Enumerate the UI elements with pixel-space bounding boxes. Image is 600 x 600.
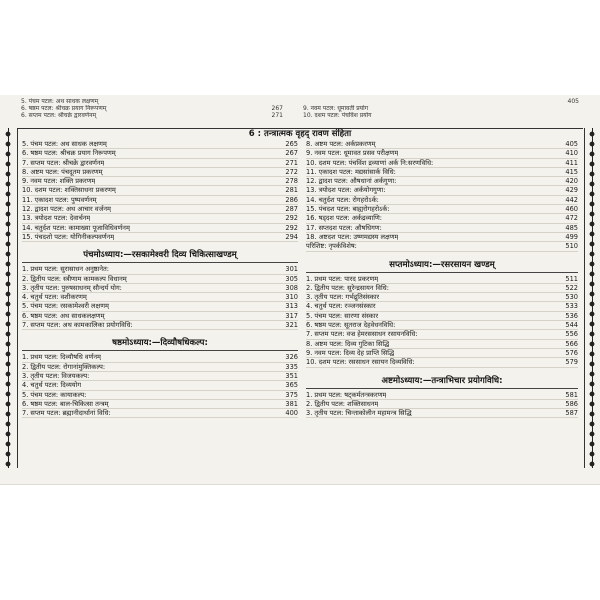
entry-title: 5. पंचम पटल: अथ साधक लक्षणम् [22,140,107,148]
toc-entry [22,177,298,186]
entry-title: 8. अष्टम पटल: पंचदूतम प्रकरणम् [22,167,103,176]
toc-entry [306,214,578,223]
toc-entry [306,321,578,330]
toc-entry [22,284,298,293]
fragment-text: 6. षष्ठम पटल: श्रीचक्र प्रयाग निरूपणम् [21,105,107,112]
entry-page: 533 [565,302,578,311]
entry-page: 351 [285,371,298,380]
entry-title: 7. सप्तम पटल: अथ कामकालिका प्रयोगविधि: [22,321,133,330]
entry-page: 556 [565,330,578,339]
entry-page: 267 [285,149,298,158]
toc-entry [22,372,298,381]
entry-page: 587 [565,409,578,418]
entry-page: 415 [565,167,578,176]
entry-page: 381 [285,399,298,408]
toc-entry [22,159,298,168]
entry-page: 429 [565,186,578,195]
toc-entry [22,312,298,321]
entry-title: 10. दशम पटल: रससाधन रसायन दिव्यविधि: [306,358,415,367]
fragment-row [21,105,283,112]
toc-entry [306,340,578,349]
entry-title: 6. षष्ठम पटल: श्रीचक्र प्रयाग निरूपणम् [22,149,116,158]
entry-page: 420 [565,177,578,186]
entry-page: 310 [285,293,298,302]
entry-page: 287 [285,205,298,214]
entry-title: 6. षष्ठम पटल: अथ साधकलक्षणम् [22,311,105,320]
entry-page: 536 [565,311,578,320]
entry-title: 11. एकादश पटल: पुष्पवर्णनम् [22,195,97,204]
entry-page: 313 [285,302,298,311]
fragment-row [303,98,579,105]
fragment-row [21,98,283,105]
entry-title: 12. द्वादश पटल: औषधानां अर्कगुणा: [306,177,397,186]
entry-page: 442 [565,195,578,204]
toc-entry [306,186,578,195]
toc-entry [306,224,578,233]
toc-entry [306,302,578,311]
entry-page: 281 [285,186,298,195]
entry-page: 321 [285,321,298,330]
toc-entry [306,409,578,418]
toc-entry [306,349,578,358]
entry-page: 586 [565,399,578,408]
fragment-page: 271 [271,112,283,119]
entry-title: 13. त्रयोदश पटल: देवार्चनम् [22,214,91,223]
entry-title: 2. द्वितीय पटल: सुरेन्द्रसायन विधि: [306,283,389,292]
entry-page: 510 [565,242,578,251]
running-header: 6 : तन्त्रात्मक वृहद् रावण संहिता [248,129,352,139]
entry-page: 511 [565,274,578,283]
entry-title: 9. नवम पटल: शक्ति प्रकरणम् [22,177,96,186]
fragment-row [303,112,579,119]
entry-title: परिशिष्ट: नृपर्कविशेष: [306,242,357,251]
entry-title: 14. चतुर्दश पटल: कामाख्या पूजाविधिवर्णनम् [22,223,130,232]
entry-title: 13. त्रयोदश पटल: अर्कयोगगुणा: [306,186,386,195]
toc-entry [22,140,298,149]
entry-title: 1. प्रथम पटल: सुरासाधन अनुष्ठानेत: [22,265,110,274]
entry-title: 7. सप्तम पटल: वज्र हेमरससाधन रसायनविधि: [306,330,418,339]
entry-title: 8. अष्टम पटल: दिव्य गुटिका सिद्धि [306,339,390,348]
fragment-page: 267 [271,105,283,112]
fragment-page: 405 [567,98,579,105]
entry-title: 2. द्वितीय पटल: रोगानांमुक्तिकल्प: [22,362,106,371]
toc-entry [22,224,298,233]
entry-page: 400 [285,409,298,418]
toc-entry [306,330,578,339]
entry-title: 7. सप्तम पटल: ब्रह्मानीदार्थानां विधि: [22,409,111,418]
entry-page: 411 [565,158,578,167]
entry-page: 410 [565,149,578,158]
fragment-text: 6. सप्तम पटल: श्रीचक्रे द्वारवर्णनम् [21,112,97,119]
entry-page: 335 [285,362,298,371]
toc-entry [22,186,298,195]
toc-entry [22,321,298,330]
contents-column-left [22,140,298,418]
entry-title: 15. पंचदश पटल: बाह्यरोगहरोऽर्क: [306,205,390,214]
entry-page: 292 [285,223,298,232]
toc-entry [306,358,578,367]
ornamental-border-left [2,128,14,468]
previous-page-left [21,98,283,119]
chapter-heading: अष्टमोऽध्याय:—तन्त्राभिचार प्रयोगविधि: [306,374,578,389]
entry-page: 365 [285,381,298,390]
entry-title: 3. तृतीय पटल: पुरुषसाधनम् सौन्दर्य योग: [22,283,122,292]
toc-entry [22,196,298,205]
toc-entry [306,205,578,214]
toc-entry [22,149,298,158]
toc-entry [22,381,298,390]
entry-title: 11. एकादश पटल: मद्यसांसार्क विधि: [306,167,396,176]
entry-title: 1. प्रथम पटल: षट्कर्मतन्त्रकरणम् [306,390,387,399]
chapter-heading: षष्ठमोऽध्याय:—दिव्यौषधिकल्प: [22,336,298,351]
page-bottom-edge [0,484,600,485]
entry-title: 17. सप्तदश पटल: औषधिगण: [306,223,382,232]
entry-page: 566 [565,339,578,348]
entry-page: 265 [285,140,298,148]
toc-entry [306,275,578,284]
fragment-text: 10. दशम पटल: पंचविंश प्रयोग [303,112,372,119]
entry-page: 375 [285,390,298,399]
entry-page: 581 [565,390,578,399]
entry-title: 9. नवम पटल: दिव्य देह प्राप्ति सिद्धि [306,348,395,357]
toc-entry [306,140,578,149]
entry-page: 499 [565,232,578,241]
chapter-heading: सप्तमोऽध्याय:—रसरसायन खण्डम् [306,258,578,273]
entry-page: 522 [565,283,578,292]
entry-title: 3. तृतीय पटल: चिन्ताकोलीन महामन्त्र सिद्धि [306,409,412,418]
entry-title: 14. चतुर्दश पटल: रोगहरोऽर्क: [306,195,379,204]
chapter-heading: पंचमोऽध्याय:—रसकामेश्वरी दिव्य चिकित्साखण्डम् [22,248,298,263]
entry-page: 530 [565,293,578,302]
entry-page: 485 [565,223,578,232]
previous-page-right [303,98,579,119]
fragment-row [21,112,283,119]
entry-title: 9. नवम पटल: धूमावत प्रसव परीक्षणम् [306,149,399,158]
entry-title: 4. चतुर्थ पटल: वशीकरणम् [22,293,87,302]
fragment-text: 5. पंचम पटल: अथ साधक लक्षणम् [21,98,99,105]
entry-page: 308 [285,283,298,292]
toc-entry [22,409,298,418]
entry-page: 292 [285,214,298,223]
toc-entry [22,214,298,223]
entry-title: 15. पंचदशो पटल: योगिनीकल्पवर्णनम् [22,232,115,241]
toc-entry [306,400,578,409]
entry-title: 18. अष्टदश पटल: उष्णमद्यस्य लक्षणम् [306,232,399,241]
fragment-row [303,105,579,112]
entry-page: 317 [285,311,298,320]
entry-title: 5. पंचम पटल: रसकामेश्वरी लक्षणम् [22,302,109,311]
entry-title: 4. चतुर्थ पटल: दिव्ययोग [22,381,82,390]
toc-entry [22,233,298,242]
entry-title: 2. द्वितीय पटल: शक्तिसाधनम् [306,399,379,408]
entry-title: 1. प्रथम पटल: दिव्यौषधि वर्णनम् [22,353,101,362]
entry-title: 6. षष्ठम पटल: सूतराज देहवेधनविधि: [306,321,396,330]
entry-title: 4. चतुर्थ पटल: रञ्जनसंस्कार [306,302,376,311]
toc-entry [306,168,578,177]
entry-title: 12. द्वादश पटल: अथ आचार वर्जनम् [22,205,111,214]
entry-page: 326 [285,353,298,362]
entry-page: 472 [565,214,578,223]
entry-page: 272 [285,167,298,176]
entry-title: 5. पंचम पटल: सारणा संस्कार [306,311,379,320]
toc-entry [22,302,298,311]
entry-page: 544 [565,321,578,330]
entry-page: 294 [285,232,298,241]
toc-entry [306,312,578,321]
toc-entry [306,242,578,251]
toc-entry [306,159,578,168]
toc-entry [22,265,298,274]
entry-title: 8. अष्टम पटल: अर्कप्रकरणम् [306,140,376,148]
entry-page: 576 [565,348,578,357]
toc-entry [22,400,298,409]
entry-title: 16. षड्दश पटल: अर्कद्रव्याणि: [306,214,382,223]
fragment-text: 9. नवम पटल: धूमावती प्रयोग [303,105,369,112]
entry-title: 6. षष्ठम पटल: बाल-चिकित्सा तन्त्रम् [22,399,109,408]
toc-entry [22,275,298,284]
toc-entry [22,293,298,302]
entry-page: 579 [565,358,578,367]
toc-entry [306,196,578,205]
toc-entry [306,149,578,158]
entry-title: 7. सप्तम पटल: श्रीचक्रे द्वारवर्णनम् [22,158,105,167]
entry-title: 2. द्वितीय पटल: स्त्रीणाम कामकल्प विधानम् [22,274,127,283]
ornamental-border-right [586,128,598,468]
previous-page-fragment [17,98,583,126]
entry-title: 5. पंचम पटल: कायाकल्प: [22,390,87,399]
entry-page: 286 [285,195,298,204]
toc-entry [306,177,578,186]
entry-title: 10. दशम पटल: शक्तिसाधना प्रकरणम् [22,186,116,195]
toc-entry [306,233,578,242]
toc-entry [22,363,298,372]
toc-entry [306,284,578,293]
entry-page: 460 [565,205,578,214]
toc-entry [22,353,298,362]
toc-entry [306,293,578,302]
toc-entry [22,168,298,177]
entry-title: 3. तृतीय पटल: विजयकल्प: [22,371,90,380]
entry-title: 3. तृतीय पटल: गर्भद्रुतिसंस्कार [306,293,380,302]
contents-column-right [306,140,578,418]
toc-entry [22,205,298,214]
entry-page: 271 [285,158,298,167]
entry-title: 1. प्रथम पटल: पारद प्रकरणम् [306,274,379,283]
toc-entry [22,391,298,400]
entry-page: 301 [285,265,298,274]
toc-entry [306,391,578,400]
entry-page: 305 [285,274,298,283]
entry-page: 278 [285,177,298,186]
entry-title: 10. दशम पटल: पंचविंश द्रव्याणां अर्क नि:सरणविधि: [306,158,434,167]
entry-page: 405 [565,140,578,148]
